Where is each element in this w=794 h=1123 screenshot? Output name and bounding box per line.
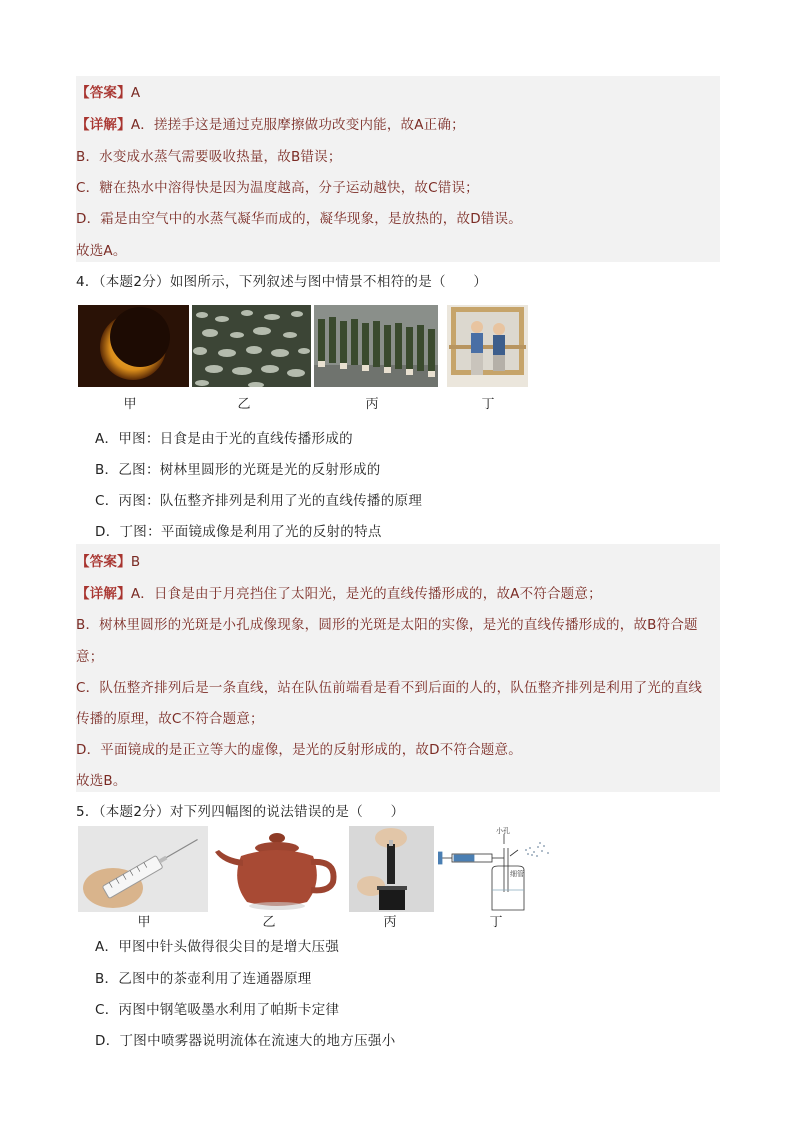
answer-value: B bbox=[130, 554, 141, 570]
q4-option-b: B．乙图：树林里圆形的光斑是光的反射形成的 bbox=[95, 462, 381, 478]
q5-option-c: C．丙图中钢笔吸墨水利用了帕斯卡定律 bbox=[95, 1002, 340, 1018]
q5-option-d: D．丁图中喷雾器说明流体在流速大的地方压强小 bbox=[95, 1033, 396, 1049]
marching-soldiers-image bbox=[314, 305, 438, 387]
answer-label: 【答案】 bbox=[76, 85, 131, 101]
q4-caption-jia: 甲 bbox=[123, 397, 137, 412]
q4-option-c: C．丙图：队伍整齐排列是利用了光的直线传播的原理 bbox=[95, 493, 423, 509]
q4-answer-line bbox=[76, 550, 140, 570]
q3-answer-line bbox=[76, 81, 140, 101]
mirror-child-image bbox=[447, 305, 528, 387]
q3-detail-line-4: D．霜是由空气中的水蒸气凝华而成的，凝华现象，是放热的，故D错误。 bbox=[76, 211, 522, 227]
q4-caption-ding: 丁 bbox=[481, 397, 495, 412]
fountain-pen-ink-image bbox=[349, 826, 434, 912]
q4-option-d: D．丁图：平面镜成像是利用了光的反射的特点 bbox=[95, 524, 382, 540]
q5-caption-ding: 丁 bbox=[489, 915, 503, 930]
detail-label: 【详解】 bbox=[76, 117, 131, 133]
q4-detail-line-6: D．平面镜成的是正立等大的虚像，是光的反射形成的，故D不符合题意。 bbox=[76, 742, 522, 758]
sprayer-diagram bbox=[438, 826, 552, 912]
detail-label: 【详解】 bbox=[76, 586, 131, 602]
solar-eclipse-image bbox=[78, 305, 189, 387]
q4-caption-bing: 丙 bbox=[365, 397, 379, 412]
q5-option-a: A．甲图中针头做得很尖目的是增大压强 bbox=[95, 939, 340, 955]
q4-detail-line-7: 故选B。 bbox=[76, 773, 127, 789]
answer-label: 【答案】 bbox=[76, 554, 131, 570]
syringe-image bbox=[78, 826, 208, 912]
thin-tube-label: 细管 bbox=[510, 870, 524, 878]
q3-detail-line-3: C．糖在热水中溶得快是因为温度越高，分子运动越快，故C错误； bbox=[76, 180, 479, 196]
q5-caption-yi: 乙 bbox=[262, 915, 276, 930]
teapot-image bbox=[211, 826, 345, 912]
q5-caption-jia: 甲 bbox=[137, 915, 151, 930]
q3-detail-line-1: 【详解】A．搓搓手这是通过克服摩擦做功改变内能，故A正确； bbox=[76, 117, 465, 133]
q4-detail-line-4: C．队伍整齐排列后是一条直线，站在队伍前端看是看不到后面的人的，队伍整齐排列是利用了光的直线 bbox=[76, 680, 703, 696]
q4-stem: 4．（本题2分）如图所示，下列叙述与图中情景不相符的是（ ） bbox=[76, 274, 488, 290]
q5-caption-bing: 丙 bbox=[383, 915, 397, 930]
q4-detail-line-2: B．树林里圆形的光斑是小孔成像现象，圆形的光斑是太阳的实像，是光的直线传播形成的，故B符合题 bbox=[76, 617, 698, 633]
q5-stem: 5．（本题2分）对下列四幅图的说法错误的是（ ） bbox=[76, 804, 405, 820]
q3-answer-block bbox=[76, 76, 720, 262]
q4-detail-line-1: 【详解】A．日食是由于月亮挡住了太阳光，是光的直线传播形成的，故A不符合题意； bbox=[76, 586, 602, 602]
small-hole-label: 小孔 bbox=[496, 827, 510, 835]
q5-option-b: B．乙图中的茶壶利用了连通器原理 bbox=[95, 971, 312, 987]
forest-light-spots-image bbox=[192, 305, 311, 387]
q4-option-a: A．甲图：日食是由于光的直线传播形成的 bbox=[95, 431, 353, 447]
q4-detail-line-5: 传播的原理，故C不符合题意； bbox=[76, 711, 264, 727]
q3-detail-line-2: B．水变成水蒸气需要吸收热量，故B错误； bbox=[76, 149, 342, 165]
q3-detail-line-5: 故选A。 bbox=[76, 243, 127, 259]
q4-detail-line-3: 意； bbox=[76, 649, 104, 665]
q4-caption-yi: 乙 bbox=[237, 397, 251, 412]
answer-value: A bbox=[130, 85, 141, 101]
